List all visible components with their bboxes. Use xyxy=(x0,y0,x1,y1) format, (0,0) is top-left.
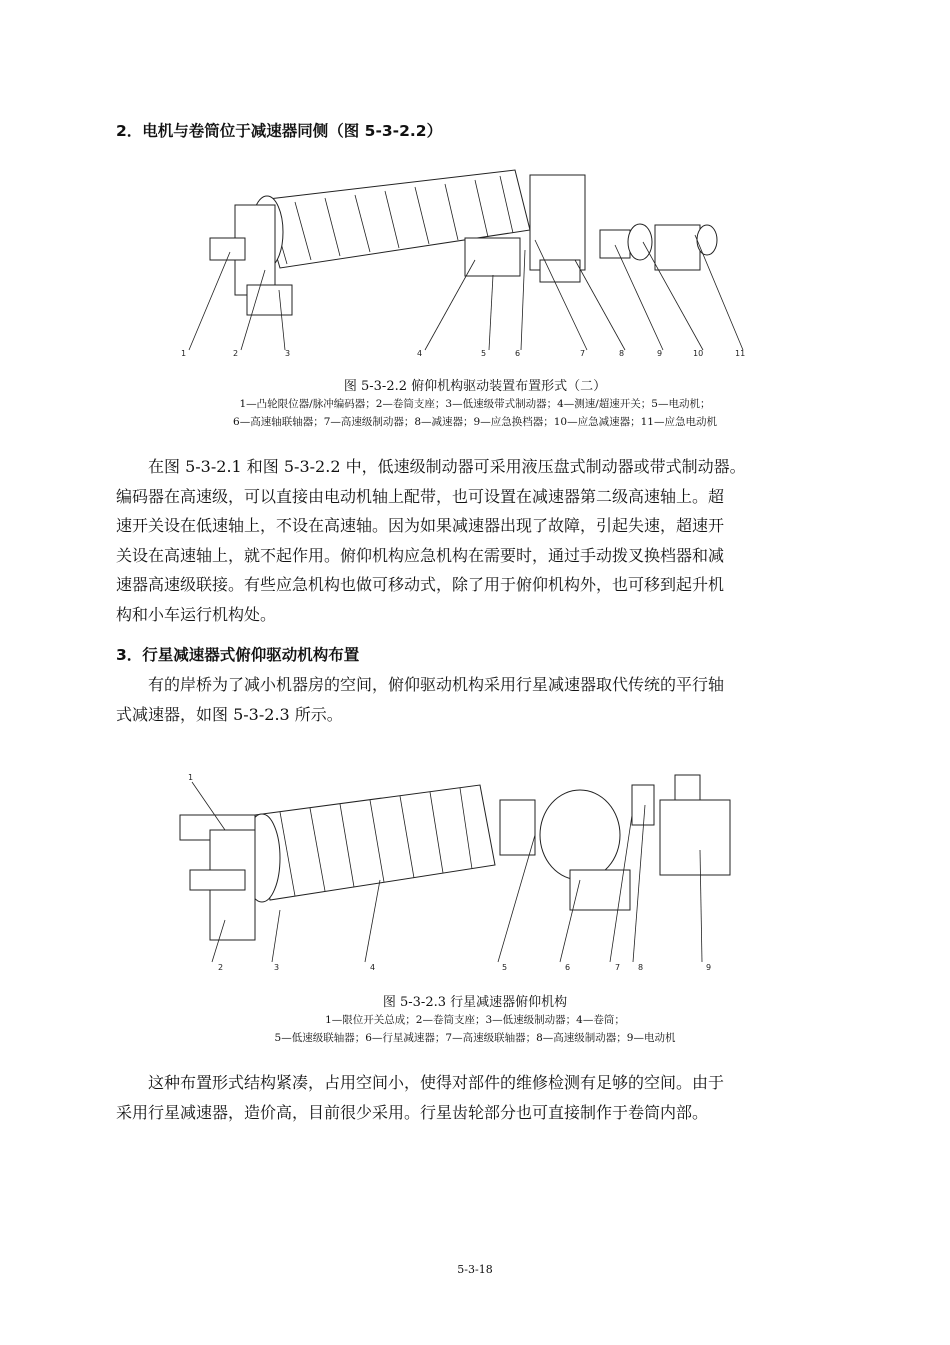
label-7: 7 xyxy=(580,349,586,358)
label-2: 2 xyxy=(218,963,224,972)
label-3: 3 xyxy=(274,963,280,972)
drum-drawing xyxy=(244,785,495,902)
label-3: 3 xyxy=(285,349,291,358)
planetary-reducer-drawing xyxy=(540,790,620,880)
figure-legend-line: 1—凸轮限位器/脉冲编码器；2—卷筒支座；3—低速级带式制动器；4—测速/超速开关；5—电动机； xyxy=(239,398,711,410)
label-1: 1 xyxy=(188,773,194,782)
figure-legend-line: 5—低速级联轴器；6—行星减速器；7—高速级联轴器；8—高速级制动器；9—电动机 xyxy=(274,1032,676,1044)
label-5: 5 xyxy=(481,349,487,358)
paragraph-line: 构和小车运行机构处。 xyxy=(116,604,277,624)
label-2: 2 xyxy=(233,349,239,358)
body-paragraph xyxy=(116,1068,836,1127)
label-8: 8 xyxy=(619,349,625,358)
paragraph-line: 有的岸桥为了减小机器房的空间，俯仰驱动机构采用行星减速器取代传统的平行轴 xyxy=(148,675,725,694)
paragraph-line: 速开关设在低速轴上，不设在高速轴。因为如果减速器出现了故障，引起失速，超速开 xyxy=(116,516,725,535)
paragraph-line: 采用行星减速器，造价高，目前很少采用。行星齿轮部分也可直接制作于卷筒内部。 xyxy=(116,1102,709,1122)
label-5: 5 xyxy=(502,963,508,972)
label-9: 9 xyxy=(657,349,663,358)
emergency-motor-drawing xyxy=(655,225,700,270)
label-7: 7 xyxy=(615,963,621,972)
page-number: 5-3-18 xyxy=(457,1263,493,1276)
figure-legend-line: 6—高速轴联轴器；7—高速级制动器；8—减速器；9—应急换档器；10—应急减速器；11—应急电动机 xyxy=(233,416,717,428)
label-10: 10 xyxy=(693,349,704,358)
label-6: 6 xyxy=(515,349,521,358)
label-9: 9 xyxy=(706,963,712,972)
label-1: 1 xyxy=(181,349,187,358)
label-4: 4 xyxy=(370,963,376,972)
section-heading: 2．电机与卷筒位于减速器同侧（图 5-3-2.2） xyxy=(116,122,443,140)
figure-5-3-2-2-drawing xyxy=(175,160,775,365)
label-8: 8 xyxy=(638,963,644,972)
motor-drawing xyxy=(465,238,520,276)
paragraph-line: 关设在高速轴上，就不起作用。俯仰机构应急机构在需要时，通过手动拨叉换档器和减 xyxy=(116,545,725,565)
label-4: 4 xyxy=(417,349,423,358)
figure-labels xyxy=(181,349,745,358)
paragraph-line: 速器高速级联接。有些应急机构也做可移动式，除了用于俯仰机构外，也可移到起升机 xyxy=(116,575,725,594)
paragraph-line: 这种布置形式结构紧凑，占用空间小，使得对部件的维修检测有足够的空间。由于 xyxy=(148,1073,725,1092)
body-paragraph xyxy=(116,452,836,629)
paragraph-line: 在图 5-3-2.1 和图 5-3-2.2 中，低速级制动器可采用液压盘式制动器或带式制动器。 xyxy=(148,457,746,476)
figure-legend-line: 1—限位开关总成；2—卷筒支座；3—低速级制动器；4—卷筒； xyxy=(325,1014,625,1026)
reducer-drawing xyxy=(530,175,585,270)
paragraph-line: 编码器在高速级，可以直接由电动机轴上配带，也可设置在减速器第二级高速轴上。超 xyxy=(116,486,725,506)
paragraph-line: 式减速器，如图 5-3-2.3 所示。 xyxy=(116,704,343,724)
figure-caption: 图 5-3-2.3 行星减速器俯仰机构 xyxy=(382,995,568,1010)
label-6: 6 xyxy=(565,963,571,972)
label-11: 11 xyxy=(735,349,746,358)
motor-drawing xyxy=(660,800,730,875)
figure-5-3-2-3-drawing xyxy=(170,770,750,980)
figure-caption: 图 5-3-2.2 俯仰机构驱动装置布置形式（二） xyxy=(343,379,607,394)
section-heading: 3．行星减速器式俯仰驱动机构布置 xyxy=(116,646,360,664)
body-paragraph xyxy=(116,670,836,729)
